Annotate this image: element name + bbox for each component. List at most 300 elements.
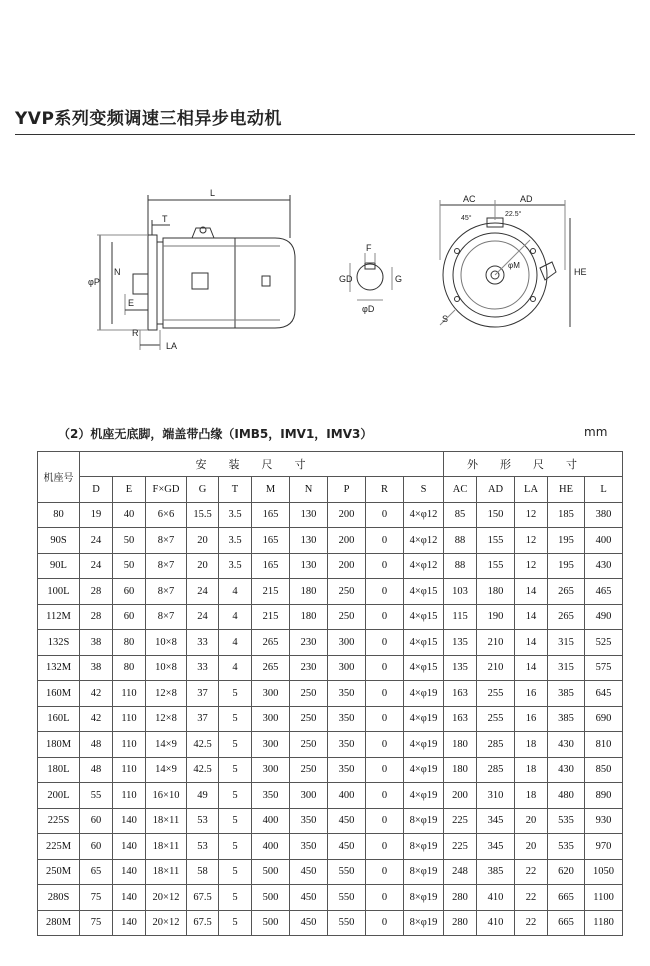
table-cell: 280 xyxy=(444,910,477,936)
table-cell: 58 xyxy=(187,859,219,885)
table-cell: 42 xyxy=(80,681,113,707)
table-body xyxy=(38,502,623,936)
column-header: LA xyxy=(515,477,548,503)
table-cell: 163 xyxy=(444,681,477,707)
table-cell: 163 xyxy=(444,706,477,732)
table-cell: 42 xyxy=(80,706,113,732)
table-row xyxy=(38,553,623,579)
table-cell: 110 xyxy=(113,706,146,732)
side-view-labels xyxy=(88,188,215,351)
table-cell: 0 xyxy=(366,808,404,834)
table-cell: 12 xyxy=(515,502,548,528)
table-cell: 165 xyxy=(252,502,290,528)
table-cell: 14 xyxy=(515,579,548,605)
table-cell: 38 xyxy=(80,630,113,656)
table-cell: 42.5 xyxy=(187,757,219,783)
table-cell: 5 xyxy=(219,910,252,936)
table-cell: 4×φ19 xyxy=(404,783,444,809)
label-l: L xyxy=(210,188,216,198)
table-cell: 315 xyxy=(548,630,585,656)
table-cell: 180 xyxy=(290,579,328,605)
table-cell: 48 xyxy=(80,732,113,758)
table-cell: 4 xyxy=(219,630,252,656)
table-cell: 3.5 xyxy=(219,528,252,554)
table-cell: 24 xyxy=(187,604,219,630)
frame-size-cell: 180M xyxy=(38,732,80,758)
table-cell: 150 xyxy=(477,502,515,528)
table-row xyxy=(38,859,623,885)
table-cell: 5 xyxy=(219,885,252,911)
table-cell: 4×φ12 xyxy=(404,528,444,554)
table-cell: 385 xyxy=(548,681,585,707)
label-d: φD xyxy=(362,304,375,314)
table-cell: 110 xyxy=(113,783,146,809)
table-cell: 155 xyxy=(477,528,515,554)
side-view-drawing xyxy=(97,195,295,350)
table-cell: 5 xyxy=(219,859,252,885)
table-cell: 255 xyxy=(477,681,515,707)
table-cell: 0 xyxy=(366,553,404,579)
table-cell: 4 xyxy=(219,655,252,681)
table-cell: 28 xyxy=(80,604,113,630)
table-cell: 465 xyxy=(585,579,623,605)
label-g: G xyxy=(395,274,403,284)
section-title: （2）机座无底脚，端盖带凸缘（IMB5，IMV1，IMV3） xyxy=(58,427,373,441)
table-cell: 410 xyxy=(477,885,515,911)
unit-label: mm xyxy=(584,425,608,439)
table-cell: 310 xyxy=(477,783,515,809)
table-cell: 450 xyxy=(290,859,328,885)
table-cell: 230 xyxy=(290,655,328,681)
table-cell: 4×φ19 xyxy=(404,681,444,707)
table-cell: 28 xyxy=(80,579,113,605)
table-cell: 18×11 xyxy=(146,834,187,860)
label-e: E xyxy=(128,298,135,308)
motor-drawing-svg xyxy=(0,150,650,390)
table-cell: 300 xyxy=(252,732,290,758)
table-cell: 12×8 xyxy=(146,681,187,707)
table-cell: 970 xyxy=(585,834,623,860)
table-cell: 4×φ12 xyxy=(404,502,444,528)
frame-size-cell: 112M xyxy=(38,604,80,630)
table-cell: 20×12 xyxy=(146,885,187,911)
table-cell: 14×9 xyxy=(146,732,187,758)
table-cell: 0 xyxy=(366,910,404,936)
table-cell: 60 xyxy=(113,604,146,630)
table-cell: 500 xyxy=(252,910,290,936)
column-header: R xyxy=(366,477,404,503)
table-cell: 110 xyxy=(113,681,146,707)
table-cell: 200 xyxy=(328,528,366,554)
table-cell: 450 xyxy=(290,885,328,911)
label-he: HE xyxy=(574,267,587,277)
table-cell: 165 xyxy=(252,528,290,554)
table-row xyxy=(38,630,623,656)
table-cell: 110 xyxy=(113,732,146,758)
table-cell: 400 xyxy=(252,808,290,834)
table-cell: 5 xyxy=(219,834,252,860)
table-cell: 18 xyxy=(515,732,548,758)
table-cell: 550 xyxy=(328,910,366,936)
table-cell: 225 xyxy=(444,808,477,834)
table-cell: 0 xyxy=(366,783,404,809)
frame-size-cell: 100L xyxy=(38,579,80,605)
frame-size-cell: 132S xyxy=(38,630,80,656)
column-header: E xyxy=(113,477,146,503)
table-cell: 67.5 xyxy=(187,885,219,911)
table-cell: 0 xyxy=(366,706,404,732)
page-title: YVP系列变频调速三相异步电动机 xyxy=(15,109,282,129)
table-cell: 525 xyxy=(585,630,623,656)
table-cell: 110 xyxy=(113,757,146,783)
table-cell: 550 xyxy=(328,885,366,911)
table-cell: 4×φ12 xyxy=(404,553,444,579)
table-cell: 115 xyxy=(444,604,477,630)
table-cell: 535 xyxy=(548,808,585,834)
table-cell: 0 xyxy=(366,630,404,656)
table-cell: 42.5 xyxy=(187,732,219,758)
label-t: T xyxy=(162,214,168,224)
table-cell: 195 xyxy=(548,553,585,579)
table-row xyxy=(38,655,623,681)
table-cell: 65 xyxy=(80,859,113,885)
table-cell: 0 xyxy=(366,604,404,630)
table-cell: 10×8 xyxy=(146,630,187,656)
table-cell: 18 xyxy=(515,757,548,783)
column-header: M xyxy=(252,477,290,503)
table-cell: 85 xyxy=(444,502,477,528)
table-cell: 210 xyxy=(477,655,515,681)
title-divider xyxy=(15,134,635,135)
label-ac: AC xyxy=(463,194,476,204)
table-cell: 165 xyxy=(252,553,290,579)
table-cell: 230 xyxy=(290,630,328,656)
table-cell: 345 xyxy=(477,834,515,860)
table-cell: 6×6 xyxy=(146,502,187,528)
column-header: F×GD xyxy=(146,477,187,503)
table-cell: 535 xyxy=(548,834,585,860)
frame-size-cell: 280S xyxy=(38,885,80,911)
table-cell: 430 xyxy=(548,757,585,783)
column-header: AD xyxy=(477,477,515,503)
table-cell: 1180 xyxy=(585,910,623,936)
table-cell: 215 xyxy=(252,604,290,630)
frame-size-cell: 200L xyxy=(38,783,80,809)
table-cell: 350 xyxy=(328,706,366,732)
label-s: S xyxy=(442,314,449,324)
table-cell: 8×7 xyxy=(146,604,187,630)
frame-size-cell: 180L xyxy=(38,757,80,783)
table-cell: 60 xyxy=(80,834,113,860)
table-cell: 690 xyxy=(585,706,623,732)
table-row xyxy=(38,528,623,554)
table-row xyxy=(38,502,623,528)
table-cell: 80 xyxy=(113,630,146,656)
table-cell: 5 xyxy=(219,783,252,809)
table-cell: 345 xyxy=(477,808,515,834)
table-cell: 200 xyxy=(328,502,366,528)
table-row xyxy=(38,706,623,732)
table-cell: 24 xyxy=(80,528,113,554)
table-cell: 300 xyxy=(290,783,328,809)
table-cell: 88 xyxy=(444,528,477,554)
table-cell: 37 xyxy=(187,706,219,732)
table-cell: 75 xyxy=(80,885,113,911)
table-row xyxy=(38,732,623,758)
table-cell: 0 xyxy=(366,528,404,554)
table-cell: 12 xyxy=(515,553,548,579)
table-cell: 140 xyxy=(113,910,146,936)
table-cell: 300 xyxy=(252,706,290,732)
table-cell: 4×φ19 xyxy=(404,757,444,783)
table-cell: 400 xyxy=(252,834,290,860)
table-cell: 500 xyxy=(252,859,290,885)
table-cell: 5 xyxy=(219,681,252,707)
table-cell: 130 xyxy=(290,528,328,554)
table-cell: 140 xyxy=(113,808,146,834)
table-cell: 280 xyxy=(444,885,477,911)
table-cell: 450 xyxy=(290,910,328,936)
table-cell: 250 xyxy=(328,579,366,605)
table-cell: 185 xyxy=(548,502,585,528)
table-cell: 550 xyxy=(328,859,366,885)
table-row xyxy=(38,808,623,834)
table-cell: 0 xyxy=(366,502,404,528)
table-cell: 890 xyxy=(585,783,623,809)
table-cell: 248 xyxy=(444,859,477,885)
table-cell: 53 xyxy=(187,808,219,834)
table-cell: 500 xyxy=(252,885,290,911)
table-row xyxy=(38,910,623,936)
table-cell: 315 xyxy=(548,655,585,681)
table-cell: 180 xyxy=(290,604,328,630)
column-header: L xyxy=(585,477,623,503)
table-row xyxy=(38,681,623,707)
frame-size-cell: 90L xyxy=(38,553,80,579)
table-cell: 16 xyxy=(515,681,548,707)
table-cell: 60 xyxy=(80,808,113,834)
table-cell: 8×7 xyxy=(146,579,187,605)
table-cell: 60 xyxy=(113,579,146,605)
table-cell: 24 xyxy=(187,579,219,605)
table-cell: 300 xyxy=(328,630,366,656)
label-22-5: 22.5° xyxy=(505,211,522,218)
table-cell: 400 xyxy=(328,783,366,809)
table-row xyxy=(38,834,623,860)
table-cell: 12×8 xyxy=(146,706,187,732)
label-f: F xyxy=(366,243,372,253)
table-cell: 1050 xyxy=(585,859,623,885)
table-cell: 450 xyxy=(328,808,366,834)
table-cell: 130 xyxy=(290,502,328,528)
table-cell: 410 xyxy=(477,910,515,936)
table-cell: 350 xyxy=(328,732,366,758)
table-row xyxy=(38,604,623,630)
table-cell: 103 xyxy=(444,579,477,605)
table-cell: 0 xyxy=(366,579,404,605)
column-header: AC xyxy=(444,477,477,503)
table-cell: 20 xyxy=(515,834,548,860)
motor-drawings xyxy=(0,150,650,390)
table-cell: 1100 xyxy=(585,885,623,911)
table-cell: 135 xyxy=(444,630,477,656)
group-install: 安装尺寸 xyxy=(80,452,444,477)
table-cell: 450 xyxy=(328,834,366,860)
end-view-drawing xyxy=(440,200,570,327)
column-header: G xyxy=(187,477,219,503)
table-cell: 0 xyxy=(366,834,404,860)
table-cell: 4×φ15 xyxy=(404,579,444,605)
table-cell: 18×11 xyxy=(146,808,187,834)
table-cell: 380 xyxy=(585,502,623,528)
table-cell: 15.5 xyxy=(187,502,219,528)
table-cell: 180 xyxy=(444,757,477,783)
table-cell: 130 xyxy=(290,553,328,579)
table-cell: 4×φ15 xyxy=(404,655,444,681)
table-cell: 265 xyxy=(252,655,290,681)
table-cell: 200 xyxy=(444,783,477,809)
table-cell: 5 xyxy=(219,757,252,783)
column-header-row xyxy=(38,477,623,503)
table-cell: 300 xyxy=(252,681,290,707)
label-la: LA xyxy=(166,341,178,351)
table-cell: 38 xyxy=(80,655,113,681)
frame-size-cell: 160M xyxy=(38,681,80,707)
table-cell: 22 xyxy=(515,885,548,911)
table-cell: 20 xyxy=(187,528,219,554)
label-45: 45° xyxy=(461,215,472,222)
table-cell: 49 xyxy=(187,783,219,809)
label-ad: AD xyxy=(520,194,533,204)
table-cell: 4×φ15 xyxy=(404,630,444,656)
table-cell: 4×φ19 xyxy=(404,706,444,732)
table-cell: 300 xyxy=(328,655,366,681)
table-cell: 265 xyxy=(548,579,585,605)
table-cell: 50 xyxy=(113,553,146,579)
table-cell: 210 xyxy=(477,630,515,656)
label-gd: GD xyxy=(339,274,353,284)
table-cell: 14×9 xyxy=(146,757,187,783)
table-cell: 67.5 xyxy=(187,910,219,936)
table-cell: 135 xyxy=(444,655,477,681)
table-row xyxy=(38,783,623,809)
table-cell: 75 xyxy=(80,910,113,936)
table-cell: 22 xyxy=(515,859,548,885)
table-cell: 4 xyxy=(219,579,252,605)
table-cell: 665 xyxy=(548,885,585,911)
table-row xyxy=(38,757,623,783)
table-cell: 400 xyxy=(585,528,623,554)
table-cell: 385 xyxy=(548,706,585,732)
table-cell: 0 xyxy=(366,681,404,707)
table-cell: 3.5 xyxy=(219,553,252,579)
table-cell: 16 xyxy=(515,706,548,732)
table-cell: 140 xyxy=(113,885,146,911)
table-cell: 48 xyxy=(80,757,113,783)
frame-size-cell: 280M xyxy=(38,910,80,936)
table-cell: 33 xyxy=(187,655,219,681)
frame-size-cell: 160L xyxy=(38,706,80,732)
table-cell: 265 xyxy=(252,630,290,656)
table-cell: 8×φ19 xyxy=(404,885,444,911)
table-row xyxy=(38,885,623,911)
table-cell: 250 xyxy=(290,681,328,707)
table-cell: 10×8 xyxy=(146,655,187,681)
table-cell: 250 xyxy=(290,706,328,732)
table-cell: 3.5 xyxy=(219,502,252,528)
column-header: HE xyxy=(548,477,585,503)
table-cell: 155 xyxy=(477,553,515,579)
frame-size-cell: 132M xyxy=(38,655,80,681)
table-cell: 8×φ19 xyxy=(404,859,444,885)
table-cell: 37 xyxy=(187,681,219,707)
table-cell: 285 xyxy=(477,732,515,758)
table-cell: 285 xyxy=(477,757,515,783)
table-cell: 40 xyxy=(113,502,146,528)
table-cell: 0 xyxy=(366,885,404,911)
table-cell: 480 xyxy=(548,783,585,809)
table-cell: 180 xyxy=(444,732,477,758)
table-cell: 620 xyxy=(548,859,585,885)
table-cell: 0 xyxy=(366,757,404,783)
table-cell: 200 xyxy=(328,553,366,579)
table-cell: 14 xyxy=(515,655,548,681)
table-cell: 19 xyxy=(80,502,113,528)
table-cell: 0 xyxy=(366,859,404,885)
table-cell: 4 xyxy=(219,604,252,630)
table-cell: 12 xyxy=(515,528,548,554)
table-cell: 225 xyxy=(444,834,477,860)
table-cell: 930 xyxy=(585,808,623,834)
dimension-table xyxy=(37,451,623,936)
table-cell: 8×7 xyxy=(146,553,187,579)
table-cell: 5 xyxy=(219,732,252,758)
table-cell: 140 xyxy=(113,859,146,885)
frame-size-cell: 225M xyxy=(38,834,80,860)
table-cell: 18 xyxy=(515,783,548,809)
frame-size-cell: 225S xyxy=(38,808,80,834)
table-cell: 4×φ19 xyxy=(404,732,444,758)
table-cell: 50 xyxy=(113,528,146,554)
column-header: P xyxy=(328,477,366,503)
table-cell: 250 xyxy=(290,732,328,758)
table-cell: 0 xyxy=(366,732,404,758)
label-p: φP xyxy=(88,277,100,287)
table-row xyxy=(38,579,623,605)
table-cell: 250 xyxy=(290,757,328,783)
group-outline: 外形尺寸 xyxy=(444,452,623,477)
table-cell: 16×10 xyxy=(146,783,187,809)
frame-size-cell: 90S xyxy=(38,528,80,554)
table-cell: 20 xyxy=(515,808,548,834)
table-cell: 22 xyxy=(515,910,548,936)
table-cell: 665 xyxy=(548,910,585,936)
frame-size-cell: 80 xyxy=(38,502,80,528)
label-r: R xyxy=(132,328,139,338)
column-header: S xyxy=(404,477,444,503)
table-cell: 24 xyxy=(80,553,113,579)
table-cell: 20 xyxy=(187,553,219,579)
table-cell: 430 xyxy=(548,732,585,758)
table-cell: 5 xyxy=(219,808,252,834)
table-cell: 430 xyxy=(585,553,623,579)
table-cell: 350 xyxy=(252,783,290,809)
table-cell: 350 xyxy=(328,681,366,707)
table-cell: 88 xyxy=(444,553,477,579)
table-cell: 180 xyxy=(477,579,515,605)
row-header: 机座号 xyxy=(38,452,80,503)
table-cell: 195 xyxy=(548,528,585,554)
